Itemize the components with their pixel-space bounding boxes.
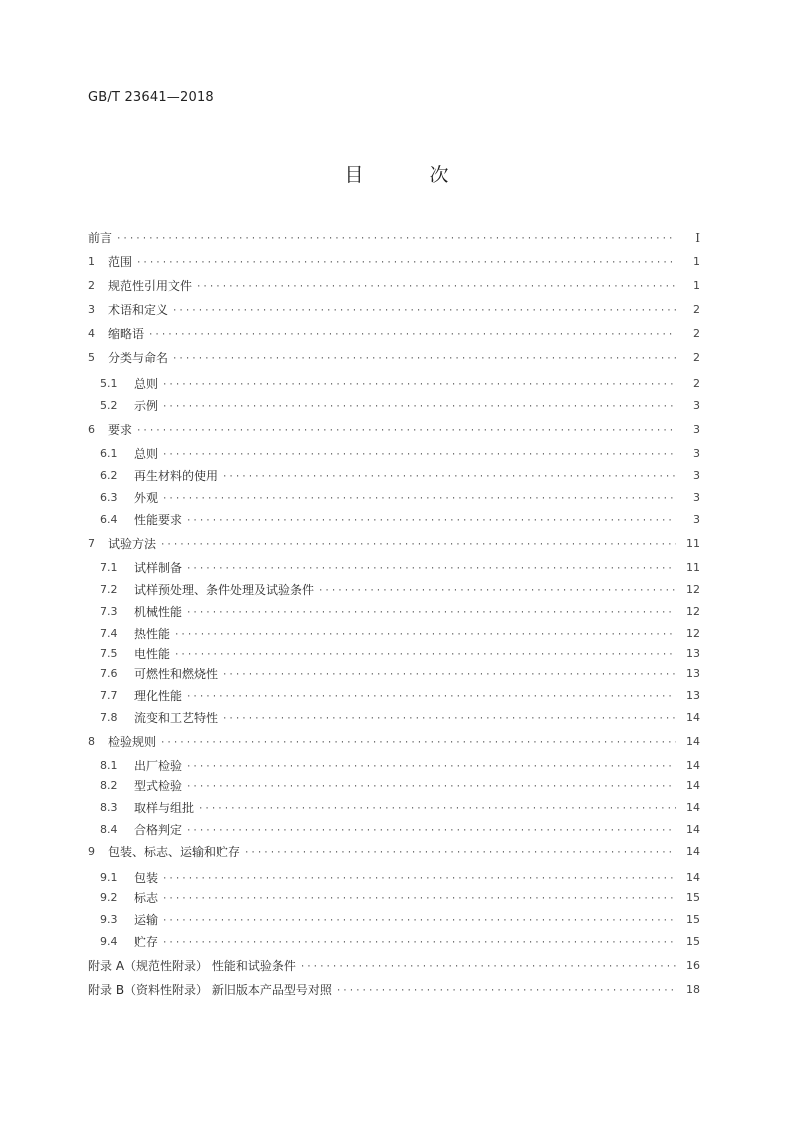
toc-entry-page: 14 (686, 735, 700, 748)
toc-entry[interactable] (100, 464, 700, 484)
toc-entry[interactable] (88, 840, 700, 860)
toc-entry[interactable] (88, 730, 700, 750)
toc-entry-number: 7.5 (100, 647, 118, 660)
toc-entry-page: 14 (686, 779, 700, 792)
toc-entry-page: 3 (693, 491, 700, 504)
toc-entry-number: 7.7 (100, 689, 118, 702)
toc-entry-number: 8.2 (100, 779, 118, 792)
toc-entry-page: 14 (686, 871, 700, 884)
toc-entry-page: 15 (686, 891, 700, 904)
dot-leader (186, 780, 676, 794)
dot-leader (136, 424, 676, 438)
dot-leader (222, 668, 676, 682)
toc-entry[interactable] (100, 818, 700, 838)
dot-leader (186, 562, 676, 576)
toc-entry-number: 7.6 (100, 667, 118, 680)
toc-entry-label: 运输 (134, 913, 159, 927)
toc-entry-page: 13 (686, 667, 700, 680)
toc-entry[interactable] (100, 774, 700, 794)
toc-entry-page: 1 (693, 255, 700, 268)
toc-entry[interactable] (100, 578, 700, 598)
toc-entry[interactable] (100, 394, 700, 414)
toc-entry[interactable] (88, 250, 700, 270)
toc-entry-number: 4 (88, 327, 95, 340)
toc-entry-page: 14 (686, 711, 700, 724)
toc-entry-label: 试样预处理、条件处理及试验条件 (134, 583, 315, 597)
toc-entry-label: 可燃性和燃烧性 (134, 667, 219, 681)
dot-leader (186, 690, 676, 704)
toc-entry-label: 包装、标志、运输和贮存 (108, 845, 241, 859)
dot-leader (300, 960, 676, 974)
toc-entry[interactable] (88, 978, 700, 998)
toc-entry[interactable] (100, 600, 700, 620)
toc-entry-page: 13 (686, 647, 700, 660)
toc-entry-page: 11 (686, 537, 700, 550)
toc-entry[interactable] (88, 346, 700, 366)
toc-entry-number: 9.2 (100, 891, 118, 904)
toc-entry[interactable] (100, 622, 700, 642)
toc-entry-page: 3 (693, 399, 700, 412)
toc-entry-label: 总则 (134, 377, 159, 391)
toc-entry[interactable] (100, 662, 700, 682)
toc-entry-page: 2 (693, 377, 700, 390)
dot-leader (162, 448, 676, 462)
toc-entry-label: 试样制备 (134, 561, 183, 575)
toc-entry[interactable] (100, 684, 700, 704)
toc-entry[interactable] (88, 418, 700, 438)
toc-entry-label: 缩略语 (108, 327, 145, 341)
dot-leader (318, 584, 676, 598)
toc-entry-label: 前言 (88, 231, 113, 245)
toc-entry-number: 7.1 (100, 561, 118, 574)
toc-entry[interactable] (100, 508, 700, 528)
toc-entry-page: 2 (693, 303, 700, 316)
toc-entry-label: 取样与组批 (134, 801, 195, 815)
toc-entry-number: 6.3 (100, 491, 118, 504)
dot-leader (162, 872, 676, 886)
toc-entry-page: 14 (686, 759, 700, 772)
toc-entry-number: 9.1 (100, 871, 118, 884)
toc-entry-page: 15 (686, 913, 700, 926)
toc-entry-label: 再生材料的使用 (134, 469, 219, 483)
toc-entry-label: 机械性能 (134, 605, 183, 619)
dot-leader (162, 936, 676, 950)
toc-entry[interactable] (88, 322, 700, 342)
toc-entry-number: 6 (88, 423, 95, 436)
toc-entry-page: 3 (693, 469, 700, 482)
dot-leader (198, 802, 676, 816)
toc-entry-label: 范围 (108, 255, 133, 269)
toc-entry[interactable] (100, 908, 700, 928)
toc-entry-label: 试验方法 (108, 537, 157, 551)
dot-leader (174, 628, 676, 642)
toc-entry-number: 7.2 (100, 583, 118, 596)
toc-entry-page: 12 (686, 605, 700, 618)
toc-entry[interactable] (100, 706, 700, 726)
dot-leader (136, 256, 676, 270)
dot-leader (186, 824, 676, 838)
toc-entry-number: 8.1 (100, 759, 118, 772)
toc-entry-label: 理化性能 (134, 689, 183, 703)
dot-leader (162, 914, 676, 928)
toc-entry-number: 6.4 (100, 513, 118, 526)
toc-entry[interactable] (100, 930, 700, 950)
dot-leader (244, 846, 676, 860)
toc-entry-page: 3 (693, 513, 700, 526)
toc-entry-number: 9.4 (100, 935, 118, 948)
toc-entry-number: 3 (88, 303, 95, 316)
dot-leader (116, 232, 676, 246)
toc-entry[interactable] (88, 954, 700, 974)
dot-leader (148, 328, 676, 342)
toc-entry[interactable] (100, 486, 700, 506)
toc-entry[interactable] (88, 226, 700, 246)
toc-entry-page: 14 (686, 823, 700, 836)
toc-entry-number: 8.3 (100, 801, 118, 814)
toc-entry-label: 标志 (134, 891, 159, 905)
toc-entry[interactable] (88, 274, 700, 294)
toc-entry-page: I (695, 231, 700, 245)
toc-entry-label: 出厂检验 (134, 759, 183, 773)
toc-entry-number: 5 (88, 351, 95, 364)
dot-leader (162, 400, 676, 414)
toc-entry-label: 分类与命名 (108, 351, 169, 365)
toc-entry-label: 附录 A（规范性附录） 性能和试验条件 (88, 959, 296, 973)
toc-entry-page: 16 (686, 959, 700, 972)
standard-code: GB/T 23641—2018 (88, 90, 214, 105)
toc-entry-number: 9 (88, 845, 95, 858)
toc-entry-page: 13 (686, 689, 700, 702)
toc-entry[interactable] (100, 796, 700, 816)
dot-leader (162, 492, 676, 506)
toc-title: 目 次 (344, 164, 479, 186)
toc-entry-page: 2 (693, 327, 700, 340)
toc-entry[interactable] (88, 298, 700, 318)
toc-entry-number: 7.4 (100, 627, 118, 640)
dot-leader (196, 280, 676, 294)
toc-entry-number: 2 (88, 279, 95, 292)
toc-entry-label: 热性能 (134, 627, 171, 641)
toc-entry[interactable] (100, 866, 700, 886)
toc-entry-number: 7.8 (100, 711, 118, 724)
toc-entry[interactable] (100, 556, 700, 576)
toc-entry-page: 3 (693, 423, 700, 436)
toc-entry-label: 型式检验 (134, 779, 183, 793)
toc-entry-page: 3 (693, 447, 700, 460)
toc-entry[interactable] (100, 642, 700, 662)
dot-leader (336, 984, 676, 998)
toc-entry-page: 1 (693, 279, 700, 292)
toc-entry-number: 8.4 (100, 823, 118, 836)
toc-entry-number: 5.2 (100, 399, 118, 412)
toc-entry-label: 性能要求 (134, 513, 183, 527)
toc-entry-page: 14 (686, 845, 700, 858)
toc-entry-label: 总则 (134, 447, 159, 461)
dot-leader (222, 712, 676, 726)
toc-entry-label: 检验规则 (108, 735, 157, 749)
toc-entry[interactable] (100, 754, 700, 774)
toc-entry-label: 示例 (134, 399, 159, 413)
toc-entry-label: 包装 (134, 871, 159, 885)
toc-entry-page: 15 (686, 935, 700, 948)
dot-leader (186, 760, 676, 774)
toc-entry-number: 7.3 (100, 605, 118, 618)
toc-entry-page: 12 (686, 583, 700, 596)
dot-leader (174, 648, 676, 662)
toc-entry-number: 7 (88, 537, 95, 550)
toc-entry-number: 5.1 (100, 377, 118, 390)
toc-entry-number: 9.3 (100, 913, 118, 926)
toc-entry-page: 2 (693, 351, 700, 364)
dot-leader (172, 352, 676, 366)
toc-entry-number: 6.1 (100, 447, 118, 460)
toc-entry[interactable] (100, 372, 700, 392)
dot-leader (186, 606, 676, 620)
toc-entry-page: 12 (686, 627, 700, 640)
toc-entry-page: 14 (686, 801, 700, 814)
dot-leader (222, 470, 676, 484)
toc-entry-page: 11 (686, 561, 700, 574)
toc-entry-label: 要求 (108, 423, 133, 437)
dot-leader (172, 304, 676, 318)
toc-entry-label: 流变和工艺特性 (134, 711, 219, 725)
toc-entry-label: 术语和定义 (108, 303, 169, 317)
dot-leader (162, 378, 676, 392)
toc-entry-label: 附录 B（资料性附录） 新旧版本产品型号对照 (88, 983, 332, 997)
toc-entry-number: 6.2 (100, 469, 118, 482)
toc-entry[interactable] (100, 442, 700, 462)
toc-entry-label: 规范性引用文件 (108, 279, 193, 293)
toc-entry-label: 合格判定 (134, 823, 183, 837)
dot-leader (160, 736, 676, 750)
toc-entry-label: 贮存 (134, 935, 159, 949)
toc-entry-label: 外观 (134, 491, 159, 505)
toc-entry-page: 18 (686, 983, 700, 996)
toc-entry-number: 1 (88, 255, 95, 268)
dot-leader (186, 514, 676, 528)
dot-leader (160, 538, 676, 552)
toc-entry[interactable] (100, 886, 700, 906)
toc-entry[interactable] (88, 532, 700, 552)
toc-entry-number: 8 (88, 735, 95, 748)
dot-leader (162, 892, 676, 906)
toc-entry-label: 电性能 (134, 647, 171, 661)
